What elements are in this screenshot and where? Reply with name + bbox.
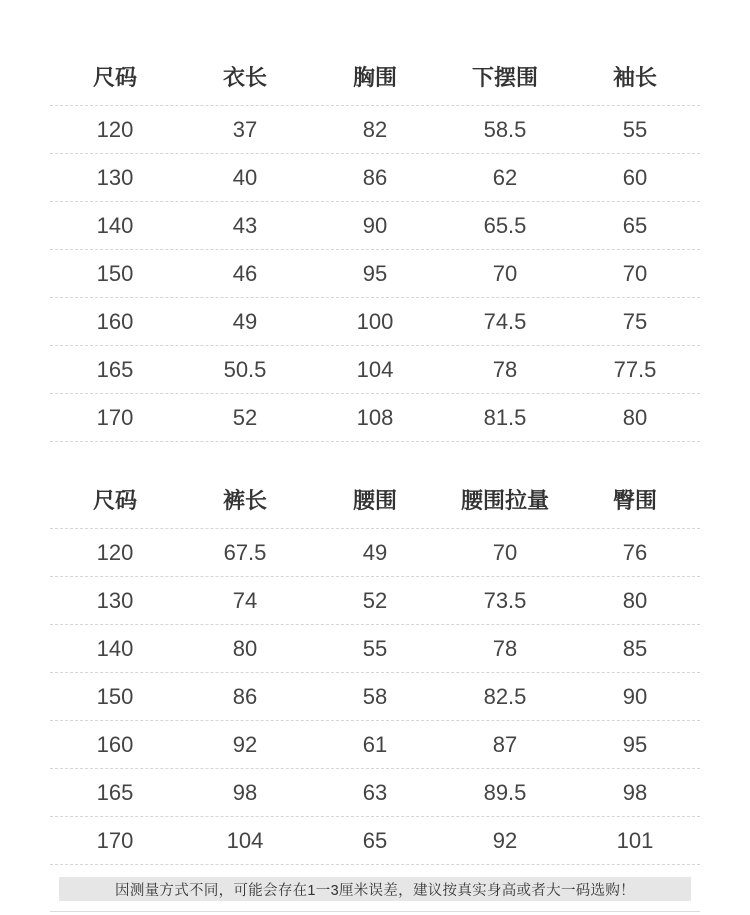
table-cell: 120 <box>96 116 134 142</box>
table-cell: 104 <box>226 827 264 853</box>
table-row <box>50 250 700 298</box>
table-cell: 150 <box>96 683 134 709</box>
table-cell: 81.5 <box>483 404 527 430</box>
table-row <box>50 298 700 346</box>
table-cell: 86 <box>232 683 258 709</box>
table-cell: 65 <box>622 212 648 238</box>
table-cell: 90 <box>362 212 388 238</box>
table-cell: 50.5 <box>223 356 267 382</box>
table-cell: 58 <box>362 683 388 709</box>
table-row <box>50 202 700 250</box>
top-size-table <box>50 48 700 442</box>
table-row <box>50 769 700 817</box>
table-cell: 65.5 <box>483 212 527 238</box>
header-cell: 腰围 <box>352 488 397 513</box>
table-cell: 160 <box>96 731 134 757</box>
table-cell: 49 <box>232 308 258 334</box>
table-cell: 58.5 <box>483 116 527 142</box>
header-cell: 腰围拉量 <box>460 488 549 513</box>
table-row <box>50 721 700 769</box>
table-cell: 80 <box>622 404 648 430</box>
table-cell: 78 <box>492 356 518 382</box>
table-cell: 87 <box>492 731 518 757</box>
table-header-row <box>50 471 700 529</box>
table-cell: 95 <box>622 731 648 757</box>
table-cell: 75 <box>622 308 648 334</box>
table-cell: 74 <box>232 587 258 613</box>
table-cell: 49 <box>362 539 388 565</box>
table-cell: 55 <box>362 635 388 661</box>
table-cell: 101 <box>616 827 654 853</box>
table-row <box>50 817 700 865</box>
table-cell: 70 <box>622 260 648 286</box>
table-cell: 77.5 <box>613 356 657 382</box>
table-cell: 70 <box>492 539 518 565</box>
table-cell: 140 <box>96 212 134 238</box>
table-cell: 80 <box>622 587 648 613</box>
table-row <box>50 106 700 154</box>
table-header-row <box>50 48 700 106</box>
table-cell: 62 <box>492 164 518 190</box>
table-cell: 98 <box>232 779 258 805</box>
table-cell: 37 <box>232 116 258 142</box>
table-cell: 61 <box>362 731 388 757</box>
table-row <box>50 673 700 721</box>
table-cell: 63 <box>362 779 388 805</box>
table-row <box>50 154 700 202</box>
measurement-note: 因测量方式不同，可能会存在1一3厘米误差，建议按真实身高或者大一码选购！ <box>59 877 691 901</box>
table-cell: 46 <box>232 260 258 286</box>
table-cell: 74.5 <box>483 308 527 334</box>
table-cell: 73.5 <box>483 587 527 613</box>
table-cell: 52 <box>232 404 258 430</box>
table-cell: 108 <box>356 404 394 430</box>
table-cell: 150 <box>96 260 134 286</box>
table-row <box>50 394 700 442</box>
table-cell: 43 <box>232 212 258 238</box>
table-cell: 90 <box>622 683 648 709</box>
table-cell: 95 <box>362 260 388 286</box>
table-cell: 92 <box>232 731 258 757</box>
table-cell: 70 <box>492 260 518 286</box>
table-cell: 130 <box>96 164 134 190</box>
table-cell: 170 <box>96 827 134 853</box>
table-cell: 98 <box>622 779 648 805</box>
header-cell: 胸围 <box>352 65 397 90</box>
table-cell: 67.5 <box>223 539 267 565</box>
header-cell: 尺码 <box>92 488 137 513</box>
table-cell: 52 <box>362 587 388 613</box>
header-cell: 裤长 <box>222 488 267 513</box>
table-cell: 89.5 <box>483 779 527 805</box>
table-cell: 82.5 <box>483 683 527 709</box>
table-cell: 92 <box>492 827 518 853</box>
header-cell: 尺码 <box>92 65 137 90</box>
table-cell: 140 <box>96 635 134 661</box>
bottom-divider <box>50 911 700 912</box>
header-cell: 袖长 <box>612 65 657 90</box>
table-cell: 60 <box>622 164 648 190</box>
table-row <box>50 529 700 577</box>
table-cell: 86 <box>362 164 388 190</box>
table-cell: 82 <box>362 116 388 142</box>
table-cell: 85 <box>622 635 648 661</box>
table-cell: 165 <box>96 779 134 805</box>
table-cell: 165 <box>96 356 134 382</box>
header-cell: 下摆围 <box>471 65 538 90</box>
table-cell: 170 <box>96 404 134 430</box>
table-cell: 130 <box>96 587 134 613</box>
table-row <box>50 346 700 394</box>
bottom-size-table <box>50 471 700 865</box>
table-row <box>50 577 700 625</box>
table-cell: 78 <box>492 635 518 661</box>
table-cell: 120 <box>96 539 134 565</box>
table-cell: 40 <box>232 164 258 190</box>
table-cell: 100 <box>356 308 394 334</box>
header-cell: 衣长 <box>222 65 267 90</box>
table-row <box>50 625 700 673</box>
table-cell: 65 <box>362 827 388 853</box>
header-cell: 臀围 <box>612 488 657 513</box>
table-cell: 76 <box>622 539 648 565</box>
table-cell: 55 <box>622 116 648 142</box>
table-cell: 160 <box>96 308 134 334</box>
table-cell: 80 <box>232 635 258 661</box>
table-cell: 104 <box>356 356 394 382</box>
